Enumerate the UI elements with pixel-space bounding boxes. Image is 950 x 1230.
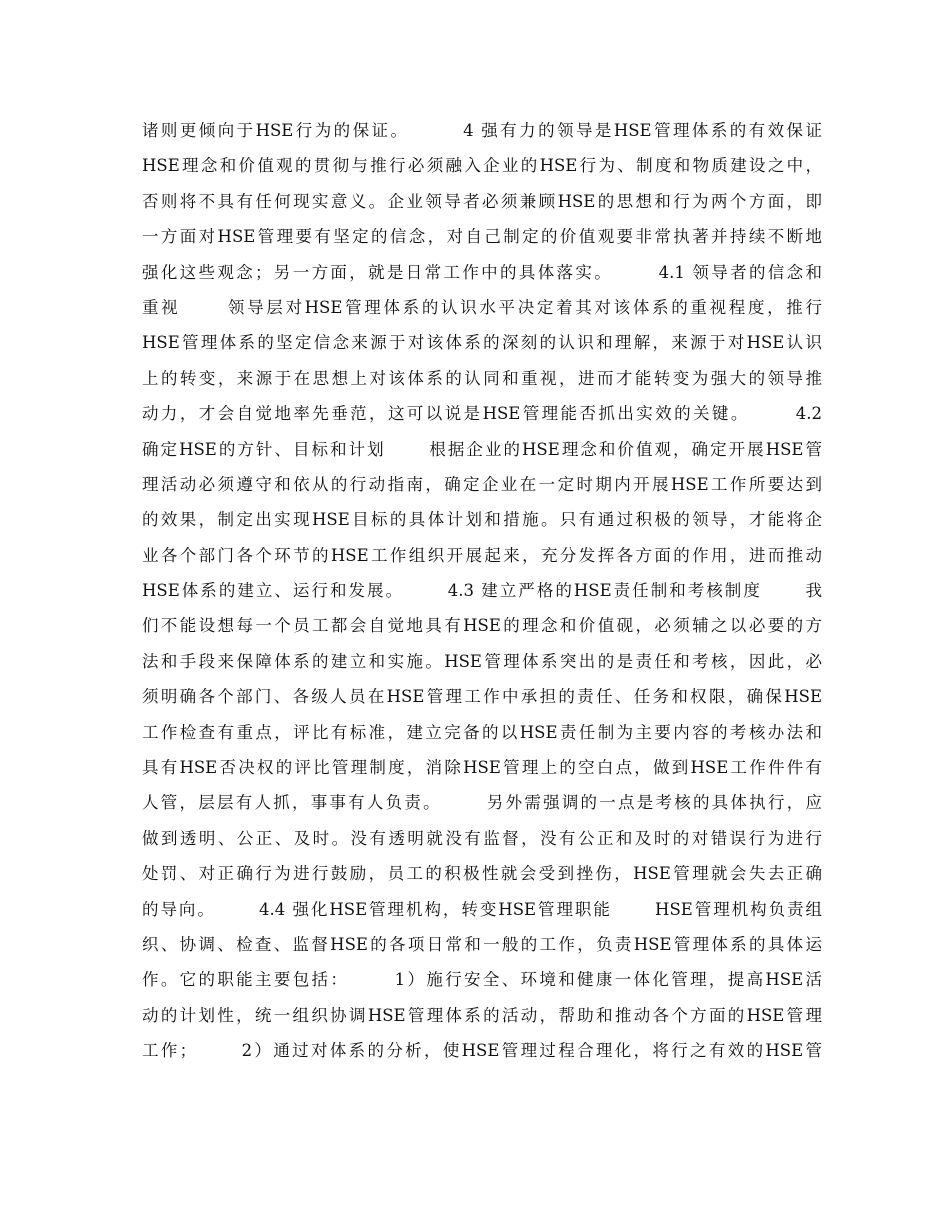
text-line-18: 工作检查有重点，评比有标准，建立完备的以HSE责任制为主要内容的考核办法和 <box>142 722 822 742</box>
text-line-4: 一方面对HSE管理要有坚定的信念，对自己制定的价值观要非常执著并持续不断地 <box>142 227 822 247</box>
text-line-19: 具有HSE否决权的评比管理制度，消除HSE管理上的空白点，做到HSE工作件件有 <box>142 758 822 778</box>
text-line-23: 的导向。 4.4 强化HSE管理机构，转变HSE管理职能 HSE管理机构负责组 <box>142 899 822 919</box>
text-line-26: 动的计划性，统一组织协调HSE管理体系的活动，帮助和推动各个方面的HSE管理 <box>142 1005 822 1025</box>
text-line-20: 人管，层层有人抓，事事有人负责。 另外需强调的一点是考核的具体执行，应 <box>142 793 822 813</box>
text-line-13: 业各个部门各个环节的HSE工作组织开展起来，充分发挥各方面的作用，进而推动 <box>142 545 822 565</box>
text-line-24: 织、协调、检查、监督HSE的各项日常和一般的工作，负责HSE管理体系的具体运 <box>142 934 822 954</box>
text-line-9: 动力，才会自觉地率先垂范，这可以说是HSE管理能否抓出实效的关键。 4.2 <box>142 404 822 424</box>
text-line-1: 诸则更倾向于HSE行为的保证。 4 强有力的领导是HSE管理体系的有效保证 <box>142 121 822 140</box>
text-line-17: 须明确各个部门、各级人员在HSE管理工作中承担的责任、任务和权限，确保HSE <box>142 687 822 707</box>
text-line-2: HSE理念和价值观的贯彻与推行必须融入企业的HSE行为、制度和物质建设之中， <box>142 156 822 176</box>
text-line-6: 重视 领导层对HSE管理体系的认识水平决定着其对该体系的重视程度，推行 <box>142 297 822 317</box>
text-line-5: 强化这些观念；另一方面，就是日常工作中的具体落实。 4.1 领导者的信念和 <box>142 262 822 282</box>
text-line-12: 的效果，制定出实现HSE目标的具体计划和措施。只有通过积极的领导，才能将企 <box>142 510 822 530</box>
text-line-3: 否则将不具有任何现实意义。企业领导者必须兼顾HSE的思想和行为两个方面，即 <box>142 191 822 211</box>
text-line-14: HSE体系的建立、运行和发展。 4.3 建立严格的HSE责任制和考核制度 我 <box>142 581 822 601</box>
text-line-21: 做到透明、公正、及时。没有透明就没有监督，没有公正和及时的对错误行为进行 <box>142 828 822 848</box>
text-line-15: 们不能设想每一个员工都会自觉地具有HSE的理念和价值砚，必须辅之以必要的方 <box>142 616 822 636</box>
body-text <box>142 113 822 1069</box>
text-line-25: 作。它的职能主要包括： 1）施行安全、环境和健康一体化管理，提高HSE活 <box>142 970 822 990</box>
text-line-8: 上的转变，来源于在思想上对该体系的认同和重视，进而才能转变为强大的领导推 <box>142 368 822 388</box>
text-line-27: 工作； 2）通过对体系的分析，使HSE管理过程合理化，将行之有效的HSE管 <box>142 1041 822 1061</box>
text-line-10: 确定HSE的方针、目标和计划 根据企业的HSE理念和价值观，确定开展HSE管 <box>142 439 822 459</box>
text-line-7: HSE管理体系的坚定信念来源于对该体系的深刻的认识和理解，来源于对HSE认识 <box>142 333 822 353</box>
text-line-11: 理活动必须遵守和依从的行动指南，确定企业在一定时期内开展HSE工作所要达到 <box>142 474 822 494</box>
text-line-22: 处罚、对正确行为进行鼓励，员工的积极性就会受到挫伤，HSE管理就会失去正确 <box>142 864 822 884</box>
text-line-16: 法和手段来保障体系的建立和实施。HSE管理体系突出的是责任和考核，因此，必 <box>142 651 822 671</box>
